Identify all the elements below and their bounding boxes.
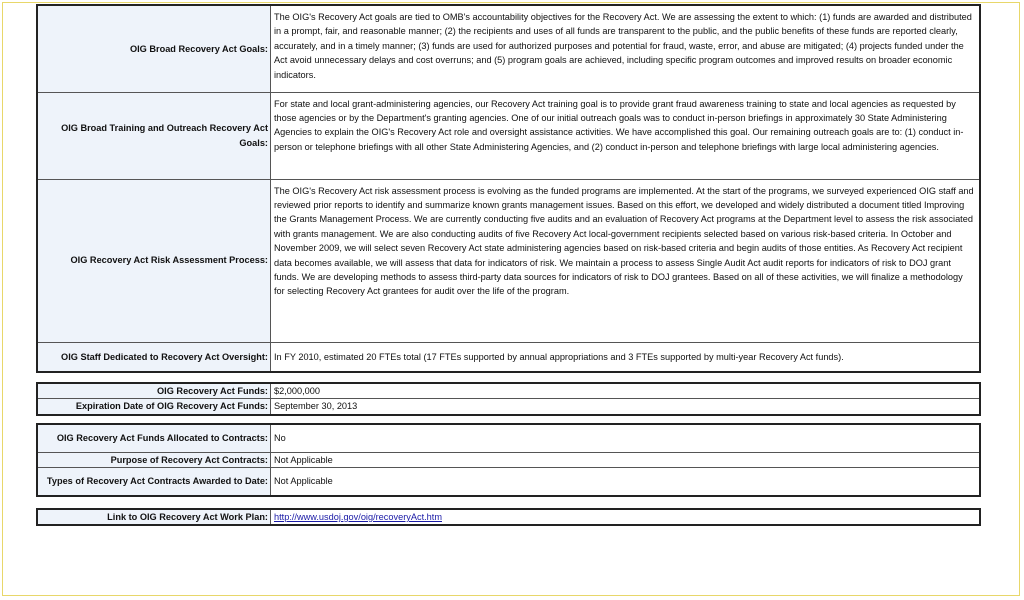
training-outreach-goals-label: OIG Broad Training and Outreach Recovery Act Goals: [37, 92, 271, 179]
work-plan-link-cell [271, 509, 981, 525]
table-row [37, 383, 980, 399]
broad-goals-label: OIG Broad Recovery Act Goals: [37, 5, 271, 92]
broad-goals-value: The OIG's Recovery Act goals are tied to OMB's accountability objectives for the Recovery Act. We are assessing the extent to which: (1) funds are awarded and distributed in a prompt, fair, and reasonable manner; (2) the recipients and uses of all funds are transparent to the public, and the public benefits of these funds are reported clearly, accurately, and in a timely manner; (3) funds are used for authorized purposes and potential for fraud, waste, error, and abuse are mitigated; (4) projects funded under the Act avoid unnecessary delays and cost overruns; and (5) program goals are achieved, including specific program outcomes and improved results on broader economic indicators. [271, 5, 981, 92]
contract-types-label: Types of Recovery Act Contracts Awarded to Date: [37, 467, 271, 496]
table-row [37, 452, 980, 467]
risk-assessment-label: OIG Recovery Act Risk Assessment Process: [37, 179, 271, 342]
table-row [37, 342, 980, 372]
recovery-funds-value: $2,000,000 [271, 383, 981, 399]
expiration-date-value: September 30, 2013 [271, 399, 981, 415]
goals-table [36, 4, 981, 373]
table-row [37, 179, 980, 342]
table-row [37, 509, 980, 525]
recovery-funds-label: OIG Recovery Act Funds: [37, 383, 271, 399]
table-row [37, 399, 980, 415]
table-row [37, 5, 980, 92]
work-plan-link[interactable]: http://www.usdoj.gov/oig/recoveryAct.htm [274, 512, 442, 522]
funds-table [36, 382, 981, 416]
funds-allocated-value: No [271, 424, 981, 452]
link-table [36, 508, 981, 526]
risk-assessment-value: The OIG's Recovery Act risk assessment process is evolving as the funded programs are implemented. At the start of the programs, we surveyed experienced OIG staff and reviewed prior reports to identify and summarize known grants management issues. Based on this effort, we developed and widely distributed a document titled Improving the Grants Management Process. We are currently conducting five audits and an evaluation of Recovery Act programs at the Department level to assess the risk associated with grants management. We are also conducting audits of five Recovery Act local-government recipients selected based on various risk-based criteria. In October and November 2009, we will select seven Recovery Act state administering agencies based on risk-based criteria and begin audits of those entities. As Recovery Act recipient data becomes available, we will assess that data for indicators of risk. We maintain a process to assess Single Audit Act audit reports for indicators of risk to DOJ grant funds. We are developing methods to assess third-party data sources for indicators of risk to DOJ grantees. Based on all of these activities, we will finalize a methodology for selecting Recovery Act grantees for audit over the life of the program. [271, 179, 981, 342]
work-plan-link-label: Link to OIG Recovery Act Work Plan: [37, 509, 271, 525]
staff-oversight-label: OIG Staff Dedicated to Recovery Act Oversight: [37, 342, 271, 372]
expiration-date-label: Expiration Date of OIG Recovery Act Funds: [37, 399, 271, 415]
table-row [37, 467, 980, 496]
funds-allocated-label: OIG Recovery Act Funds Allocated to Contracts: [37, 424, 271, 452]
contract-types-value: Not Applicable [271, 467, 981, 496]
table-row [37, 424, 980, 452]
table-row [37, 92, 980, 179]
contract-purpose-label: Purpose of Recovery Act Contracts: [37, 452, 271, 467]
training-outreach-goals-value: For state and local grant-administering agencies, our Recovery Act training goal is to provide grant fraud awareness training to state and local agencies as requested by those agencies or by the Department's granting agencies. One of our initial outreach goals was to conduct in-person briefings in approximately 30 State Administering Agencies to explain the OIG's Recovery Act role and oversight assistance activities. We have accomplished this goal. Our remaining outreach goals are to: (1) conduct in-person or telephone briefings with all other State Administering Agencies, and (2) conduct in-person and telephone briefings with large local administering agencies. [271, 92, 981, 179]
contracts-table [36, 423, 981, 497]
staff-oversight-value: In FY 2010, estimated 20 FTEs total (17 FTEs supported by annual appropriations and 3 FTEs supported by multi-year Recovery Act funds). [271, 342, 981, 372]
contract-purpose-value: Not Applicable [271, 452, 981, 467]
